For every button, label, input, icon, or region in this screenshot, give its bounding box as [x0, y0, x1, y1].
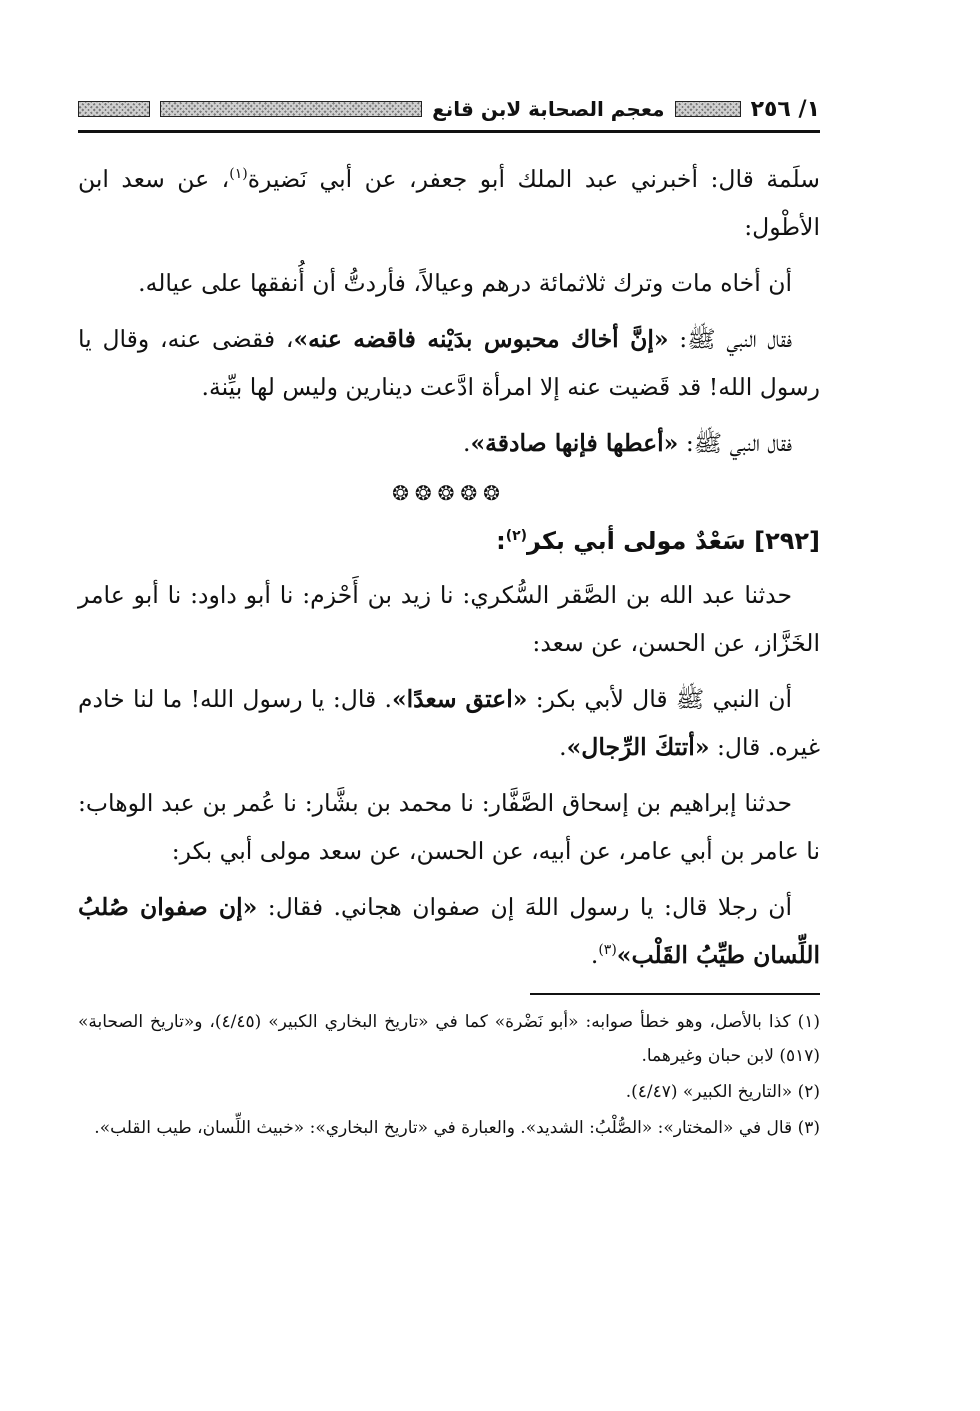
text: أن رجلا قال: يا رسول اللهَ إن صفوان هجاني. فقال: [257, 893, 792, 921]
footnote-ref[interactable]: (١) [229, 166, 248, 183]
text: . [462, 429, 471, 457]
page-number: ١/ ٢٥٦ [750, 96, 820, 122]
hadith-quote: «إنَّ أخاك محبوس بدَيْنه فاقضه عنه» [293, 325, 669, 353]
book-title: معجم الصحابة لابن قانع [432, 97, 665, 121]
header-ornament-band [675, 101, 741, 117]
text: : [496, 527, 506, 555]
paragraph-matn-5 [78, 883, 820, 979]
footnote-ref[interactable]: (٢) [505, 528, 528, 544]
footnote-1: (١) كذا بالأصل، وهو خطأ صوابه: «أبو نَضْرة» كما في «تاريخ البخاري الكبير» (٤/٤٥)، و«تاريخ الصحابة» (٥١٧) لابن حبان وغيرهما. [78, 1012, 820, 1066]
text: أن النبي ﷺ قال لأبي بكر: [527, 685, 792, 713]
section-separator: ❂❂❂❂❂ [392, 481, 506, 505]
header-ornament-band [78, 101, 150, 117]
entry-name: سَعْدٌ مولى أبي بكر [527, 527, 746, 555]
footnote-2: (٢) «التاريخ الكبير» (٤/٤٧). [625, 1082, 820, 1102]
footnote-divider [530, 993, 820, 995]
hadith-quote: «اعتق سعدًا» [391, 685, 528, 713]
entry-heading [78, 517, 820, 565]
running-header [78, 92, 820, 133]
text: ، عن سعد ابن الأطْول: [78, 165, 820, 241]
paragraph-matn-1: أن أخاه مات وترك ثلاثمائة درهم وعيالاً، فأردتُّ أن أُنفقها على عياله. [138, 269, 792, 297]
main-text [78, 155, 820, 979]
paragraph-isnad-3: حدثنا إبراهيم بن إسحاق الصَّفَّار: نا محمد بن بشَّار: نا عُمر بن عبد الوهاب: نا عامر بن أبي عامر، عن أبيه، عن الحسن، عن سعد مولى أبي بكر: [78, 789, 820, 865]
text: . [590, 941, 599, 969]
paragraph-isnad-1 [78, 155, 820, 251]
paragraph-matn-2 [78, 315, 820, 411]
hadith-quote: «إن صفوان صُلبُ اللِّسان طيِّبُ القَلْب» [78, 893, 820, 969]
paragraph-matn-3 [78, 419, 820, 467]
text: فقال النبي ﷺ: [678, 429, 792, 457]
text: . قال: يا رسول الله! ما لنا خادم غيره. قال: [78, 685, 820, 761]
paragraph-isnad-2: حدثنا عبد الله بن الصَّقر السُّكري: نا زيد بن أَحْزم: نا أبو داود: نا أبو عامر الخَزَّاز، عن الحسن، عن سعد: [78, 581, 820, 657]
paragraph-matn-4 [78, 675, 820, 771]
hadith-quote: «أتتكَ الرِّجال» [566, 733, 710, 761]
entry-number: [٢٩٢] [754, 527, 820, 555]
header-ornament-band [160, 101, 422, 117]
book-page [78, 92, 820, 1392]
text: فقال النبي ﷺ: [668, 325, 792, 353]
footnote-ref[interactable]: (٣) [598, 942, 617, 959]
footnote-3: (٣) قال في «المختار»: «الصُّلْبُ: الشديد». والعبارة في «تاريخ البخاري»: «خبيث اللِّسان، طيب القلب». [94, 1118, 820, 1138]
text: ، فقضى عنه، وقال يا رسول الله! قد قَضيت عنه إلا امرأة ادَّعت دينارين وليس لها بيِّنة. [78, 325, 820, 401]
text: . [559, 733, 567, 761]
footnotes [78, 1005, 820, 1145]
text: سلَمة قال: أخبرني عبد الملك أبو جعفر، عن أبي نَضيرة [247, 165, 820, 193]
hadith-quote: «أعطها فإنها صادقة» [470, 429, 679, 457]
